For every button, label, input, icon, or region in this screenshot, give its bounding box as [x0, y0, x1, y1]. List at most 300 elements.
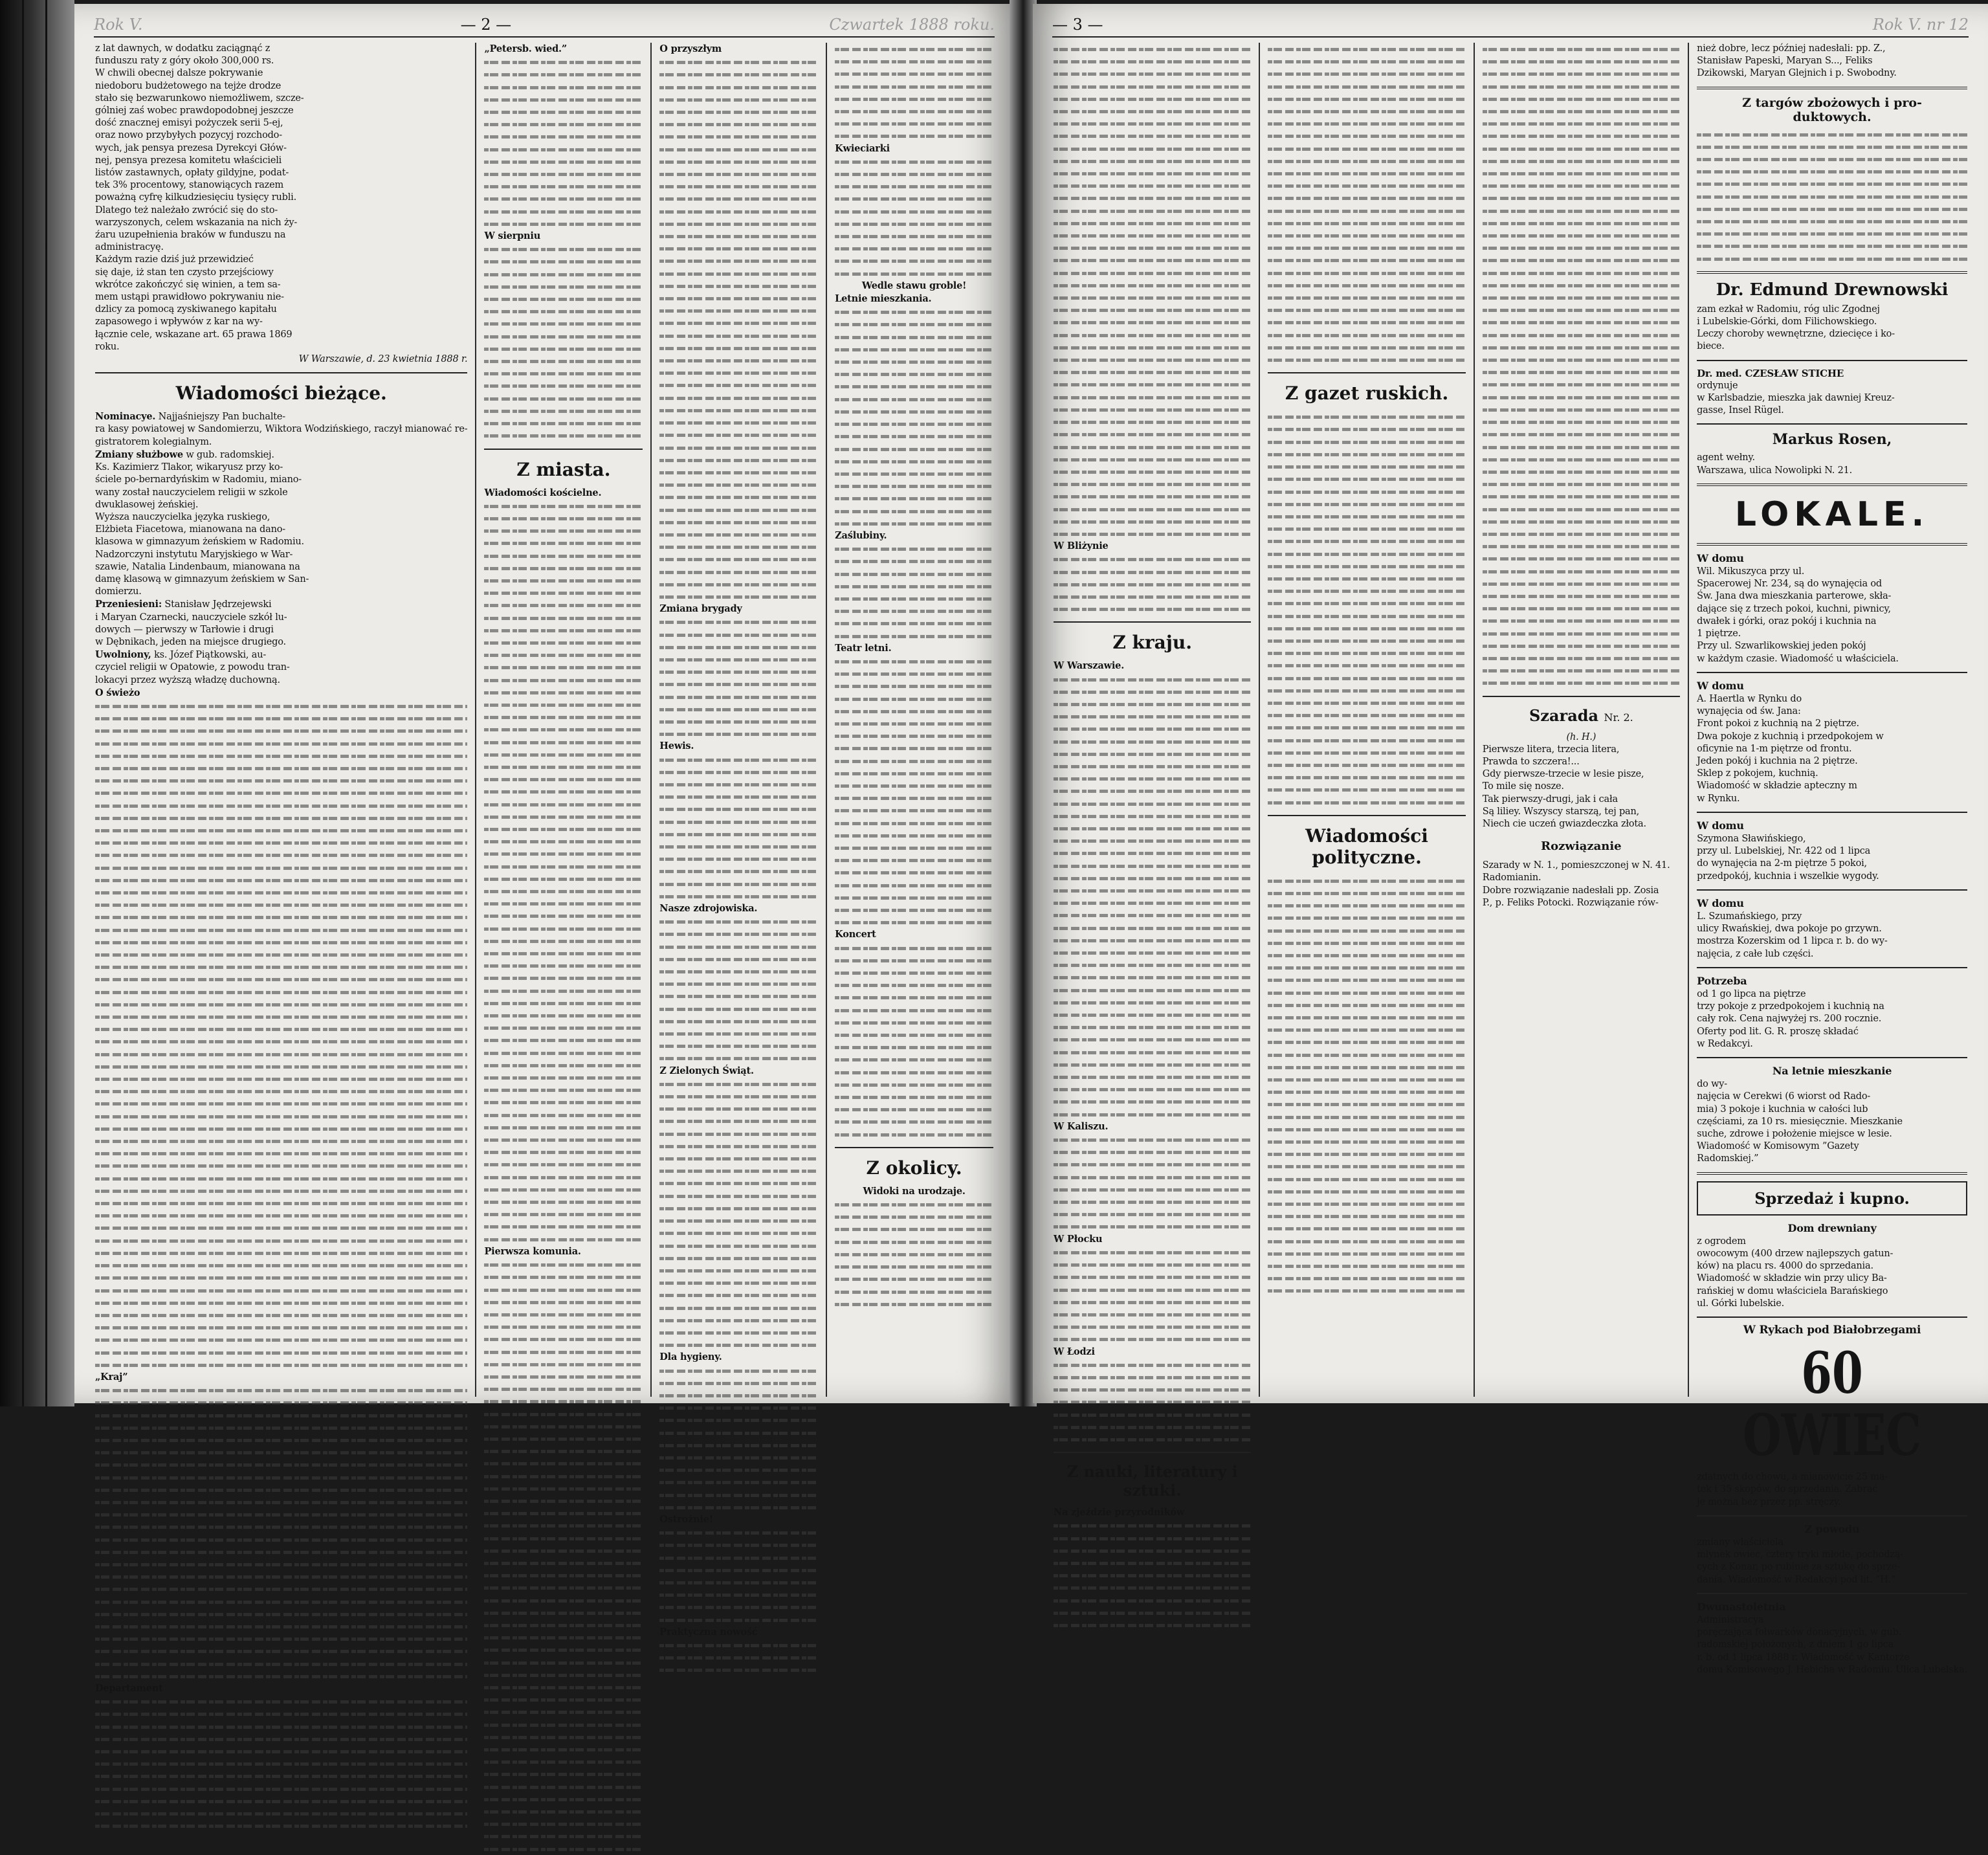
text-line [659, 1264, 818, 1276]
text-line [484, 1793, 643, 1805]
text-line [95, 1023, 467, 1035]
text-line [1483, 590, 1680, 602]
text-line [1054, 453, 1251, 465]
text-line [1054, 590, 1251, 603]
paragraph-text: Oferty pod lit. G. R. proszę składać [1697, 1026, 1859, 1037]
text-line [1268, 535, 1465, 547]
text-line [1268, 1260, 1465, 1272]
text-line [1268, 937, 1465, 949]
binding-edge [22, 0, 24, 1406]
text-line [95, 1795, 467, 1807]
text-line [1268, 1011, 1465, 1023]
illegible-text-block [1054, 1359, 1251, 1445]
text-line [1054, 934, 1251, 946]
text-line [1268, 1148, 1465, 1160]
text-line [484, 293, 643, 305]
text-line [659, 428, 818, 441]
text-line [1054, 1195, 1251, 1208]
text-line [95, 1321, 467, 1333]
text-line [484, 379, 643, 392]
text-line [1268, 999, 1465, 1011]
text-line [659, 81, 818, 93]
text-line [835, 168, 993, 180]
paragraph-lead: „Kraj” [95, 1371, 128, 1383]
paragraph-text: gistratorem kolegialnym. [95, 436, 212, 447]
text-line [1054, 117, 1251, 129]
text-line [1268, 1173, 1465, 1185]
illegible-text-block [484, 1631, 643, 1855]
text-line [1054, 441, 1251, 453]
text-line [1268, 709, 1465, 721]
text-line [95, 1409, 467, 1421]
text-line [835, 891, 993, 904]
text-line [484, 1432, 643, 1445]
text-line [659, 1401, 818, 1414]
text-line [95, 1670, 467, 1682]
paragraph-text: stało się bezwarunkowo niemożliwem, szcze- [95, 93, 304, 104]
text-line [835, 1210, 993, 1223]
text-line [1054, 872, 1251, 884]
paragraph-text: zmiany właściciela [1697, 1537, 1784, 1548]
text-line [484, 1420, 643, 1432]
text-line [1268, 659, 1465, 671]
text-line [1054, 1383, 1251, 1395]
paragraph-lead: „Petersb. wied.” [484, 43, 568, 54]
left-page [74, 4, 1014, 1694]
text-line [1697, 227, 1967, 239]
text-line [835, 355, 993, 368]
text-line [835, 117, 993, 129]
text-line [659, 703, 818, 715]
text-line [484, 1507, 643, 1519]
text-line [1054, 710, 1251, 722]
illegible-text-block [1483, 43, 1680, 689]
text-line [484, 1109, 643, 1121]
text-line [835, 1004, 993, 1016]
text-line [1054, 403, 1251, 416]
text-line [659, 1463, 818, 1476]
szarada-author: (h. H.) [1566, 731, 1596, 742]
text-line [659, 342, 818, 354]
text-line [659, 1639, 818, 1651]
text-line [484, 835, 643, 847]
text-line [1054, 1108, 1251, 1120]
text-line [659, 192, 818, 205]
text-line [1054, 922, 1251, 934]
text-line [835, 455, 993, 467]
text-line [659, 1102, 818, 1115]
text-line [659, 1326, 818, 1338]
text-line [1483, 142, 1680, 155]
text-line [835, 667, 993, 680]
text-line [484, 1059, 643, 1071]
text-line [1054, 1146, 1251, 1158]
paragraph-text: A. Haertla w Rynku do [1697, 693, 1802, 704]
paragraph-text: wany został nauczycielem religii w szkole [95, 487, 288, 498]
text-line [1268, 796, 1465, 808]
text-line [835, 267, 993, 280]
listing-lead: W domu [1697, 679, 1744, 692]
text-line [835, 1236, 993, 1248]
text-line [1268, 179, 1465, 192]
text-line [484, 1569, 643, 1581]
text-line [95, 824, 467, 836]
text-line [1268, 1210, 1465, 1222]
text-line [1483, 217, 1680, 229]
paragraph-lead: Nasze zdrojowiska. [659, 903, 758, 915]
paragraph-lead: Wedle stawu groble! [861, 280, 967, 291]
text-line [484, 872, 643, 885]
text-line [484, 68, 643, 80]
paragraph-text: dania. Wiadomość w Redakcyi pod lit. ”H.” [1697, 1574, 1896, 1585]
text-line [1268, 887, 1465, 899]
text-line [835, 467, 993, 480]
text-line [1268, 410, 1465, 423]
text-line [659, 928, 818, 940]
paragraph-text: Św. Jana dwa mieszkania parterowe, skła- [1697, 591, 1892, 602]
text-line [659, 217, 818, 230]
text-line [659, 168, 818, 180]
text-line [1268, 254, 1465, 266]
text-line [1054, 673, 1251, 685]
text-line [659, 616, 818, 628]
text-line [1268, 472, 1465, 485]
text-line [95, 1159, 467, 1172]
text-line [1054, 378, 1251, 390]
text-line [1483, 67, 1680, 80]
column-6 [1260, 43, 1474, 1397]
text-line [1054, 984, 1251, 996]
text-line [1054, 528, 1251, 540]
text-line [835, 254, 993, 267]
text-line [484, 1843, 643, 1855]
paragraph-text: suche, zdrowe i położenie miejsce w lesie. [1697, 1129, 1892, 1139]
text-line [1268, 924, 1465, 937]
text-line [835, 592, 993, 605]
column-3 [652, 43, 827, 1638]
text-line [1483, 503, 1680, 515]
illegible-text-block [1697, 128, 1967, 265]
text-line [1483, 43, 1680, 55]
text-line [659, 852, 818, 865]
text-line [659, 1015, 818, 1027]
paragraph-text: trzy pokoje z przedpokojem i kuchnią na [1697, 1001, 1884, 1012]
listing-lead: W domu [1697, 551, 1744, 564]
text-line [835, 318, 993, 330]
text-line [484, 599, 643, 611]
text-line [659, 590, 818, 603]
text-line [1054, 566, 1251, 578]
text-line [659, 1190, 818, 1202]
text-line [95, 1060, 467, 1072]
paragraph-text: Stanisław Papeski, Maryan S..., Feliks [1697, 56, 1873, 67]
text-line [1054, 971, 1251, 983]
text-line [659, 441, 818, 454]
text-line [835, 1198, 993, 1210]
paragraph-text: przedpokój, kuchnia i wszelkie wygody. [1697, 871, 1879, 882]
text-line [1483, 304, 1680, 316]
text-line [1483, 192, 1680, 204]
text-line [484, 342, 643, 355]
illegible-text-block [1054, 391, 1251, 540]
text-line [1054, 1371, 1251, 1383]
text-line [659, 915, 818, 928]
text-line [1054, 366, 1251, 378]
section-title: duktowych. [1793, 109, 1872, 124]
text-line [659, 404, 818, 416]
text-line [1268, 436, 1465, 448]
text-line [95, 1172, 467, 1184]
paragraph-text: do wy- [1697, 1079, 1728, 1090]
text-line [1054, 1283, 1251, 1296]
text-line [484, 1705, 643, 1718]
text-line [484, 1121, 643, 1133]
paragraph-lead: Widoki na urodzaje. [863, 1185, 966, 1197]
text-line [1054, 1183, 1251, 1195]
text-line [1483, 428, 1680, 440]
text-line [659, 678, 818, 690]
text-line [835, 705, 993, 717]
text-line [95, 998, 467, 1010]
text-line [659, 180, 818, 192]
text-line [1054, 1433, 1251, 1445]
text-line [1054, 129, 1251, 142]
paragraph-text: Front pokoi z kuchnią na 2 piętrze. [1697, 718, 1859, 729]
text-line [1483, 167, 1680, 179]
text-line [1054, 578, 1251, 590]
text-line [1054, 279, 1251, 291]
text-line [1268, 291, 1465, 304]
text-line [835, 693, 993, 705]
paragraph-text: szawie, Natalia Lindenbaum, mianowana na [95, 561, 300, 572]
text-line [484, 761, 643, 773]
text-line [1054, 329, 1251, 341]
text-line [95, 1770, 467, 1782]
paragraph-text: się daje, iż stan ten czysto przejściowy [95, 267, 274, 278]
text-line [659, 1078, 818, 1090]
text-line [835, 1066, 993, 1078]
text-line [659, 1564, 818, 1576]
paragraph-lead: W Płocku [1054, 1233, 1103, 1245]
text-line [659, 478, 818, 491]
paragraph-text: Szarady w N. 1., pomieszczonej w N. 41. [1482, 860, 1670, 871]
text-line [1268, 460, 1465, 472]
paragraph-text: biece. [1697, 341, 1725, 352]
header-right: Rok V. nr 12 [1872, 16, 1969, 34]
text-line [1483, 329, 1680, 341]
text-line [1483, 93, 1680, 105]
text-line [659, 766, 818, 778]
paragraph-text: Wiadomość w składzie win przy ulicy Ba- [1697, 1273, 1887, 1284]
paragraph-lead: W Kaliszu. [1054, 1120, 1109, 1132]
paragraph-text: r. b. od 1 lipca 1888 r. Wiadomość w Kantorze [1697, 1652, 1910, 1663]
paragraph-text: wkrótce zakończyć się winien, a tem sa- [95, 279, 281, 290]
text-line [1054, 896, 1251, 909]
text-line [484, 1183, 643, 1195]
text-line [484, 429, 643, 441]
text-line [659, 242, 818, 254]
text-line [95, 1733, 467, 1745]
text-line [484, 798, 643, 810]
paragraph-lead: Przeniesieni: [95, 599, 162, 610]
text-line [659, 953, 818, 965]
text-line [1483, 291, 1680, 304]
text-line [835, 1223, 993, 1235]
text-line [659, 803, 818, 815]
running-header [1052, 13, 1969, 38]
text-line [659, 540, 818, 553]
text-line [484, 1656, 643, 1669]
text-line [659, 1164, 818, 1177]
paragraph-text: oraz nowo przybyłych pozycyj rozchodo- [95, 130, 282, 141]
column-1 [87, 43, 476, 1694]
text-line [484, 1494, 643, 1507]
text-line [95, 1496, 467, 1508]
text-line [835, 542, 993, 555]
text-line [659, 304, 818, 317]
paragraph-text: ściele po-bernardyńskim w Radomiu, miano- [95, 474, 302, 485]
illegible-text-block [659, 56, 818, 603]
text-line [484, 280, 643, 293]
paragraph-lead: W Warszawie. [1054, 660, 1125, 672]
text-line [1054, 465, 1251, 478]
text-line [659, 1227, 818, 1239]
text-line [659, 56, 818, 68]
text-line [484, 1408, 643, 1420]
paragraph-text: w Rynku. [1697, 793, 1740, 804]
text-line [659, 578, 818, 590]
text-line [835, 517, 993, 529]
text-line [95, 1533, 467, 1546]
paragraph-text: Wiadomość w składzie apteczny m [1697, 781, 1857, 792]
text-line [835, 93, 993, 105]
paragraph-text: mem ustąpi prawidłowo pokrywaniu nie- [95, 292, 284, 303]
text-line [95, 898, 467, 911]
text-line [484, 118, 643, 130]
text-line [1268, 622, 1465, 634]
text-line [1054, 959, 1251, 971]
paragraph-text: Pierwsze litera, trzecia litera, [1482, 744, 1620, 755]
text-line [1268, 610, 1465, 622]
text-line [484, 130, 643, 142]
text-line [1268, 217, 1465, 229]
text-line [1054, 797, 1251, 810]
paragraph-text: łącznie cele, wskazane art. 65 prawa 1869 [95, 329, 293, 340]
paragraph-text: ul. Górki lubelskie. [1697, 1298, 1785, 1309]
paragraph-text: Wil. Mikuszyca przy ul. [1697, 566, 1805, 577]
text-line [835, 942, 993, 954]
text-line [835, 492, 993, 504]
text-line [95, 737, 467, 750]
text-line [1268, 423, 1465, 435]
listing-lead: Dom drewniany [1787, 1221, 1877, 1234]
paragraph-text: nej, pensya prezesa komitetu właścicieli [95, 155, 282, 166]
paragraph-text: mostrza Kozerskim od 1 lipca r. b. do wy- [1697, 936, 1888, 947]
text-line [659, 865, 818, 877]
text-line [835, 854, 993, 866]
text-line [1268, 105, 1465, 117]
text-line [835, 343, 993, 355]
text-line [659, 93, 818, 106]
illegible-text-block [835, 1198, 993, 1310]
paragraph-text: Są liliey. Wszyscy starszą, tej pan, [1482, 806, 1640, 817]
text-line [95, 1296, 467, 1309]
text-line [835, 817, 993, 829]
text-line [1697, 153, 1967, 165]
text-line [484, 1296, 643, 1308]
text-line [1483, 80, 1680, 93]
paragraph-text: radomskiej położonych, z dniem 1 go lipca [1697, 1639, 1894, 1650]
text-line [1054, 784, 1251, 797]
text-line [659, 1177, 818, 1189]
text-line [484, 1817, 643, 1830]
text-line [484, 1220, 643, 1232]
text-line [95, 786, 467, 799]
text-line [835, 67, 993, 80]
text-line [659, 1439, 818, 1451]
text-line [484, 317, 643, 329]
paragraph-lead: Ostrożnie! [659, 1513, 713, 1525]
text-line [484, 997, 643, 1009]
text-line [1054, 722, 1251, 735]
paragraph-lead: W sierpniu [484, 230, 541, 242]
section-title: Z nauki, literatury i sztuki. [1066, 1462, 1238, 1500]
text-line [1054, 304, 1251, 316]
paragraph-text: w Karlsbadzie, mieszka jak dawniej Kreuz- [1697, 393, 1895, 404]
text-line [95, 1645, 467, 1657]
text-line [659, 292, 818, 304]
text-line [95, 924, 467, 936]
paragraph-lead: Teatr letni. [835, 642, 892, 654]
text-line [1268, 205, 1465, 217]
text-line [484, 1195, 643, 1208]
text-line [1483, 552, 1680, 564]
text-line [1483, 627, 1680, 639]
paragraph-text: Radomianin. [1482, 872, 1541, 883]
text-line [95, 1359, 467, 1371]
text-line [484, 1333, 643, 1345]
paragraph-text: niedoboru budżetowego na tejże drodze [95, 80, 282, 91]
text-line [1268, 1061, 1465, 1073]
advertiser-name: Dr. Edmund Drewnowski [1716, 280, 1949, 300]
illegible-text-block [1268, 874, 1465, 1297]
text-line [484, 205, 643, 217]
text-line [95, 1745, 467, 1757]
text-line [659, 504, 818, 516]
paragraph-text: dowych — pierwszy w Tarłowie i drugi [95, 624, 274, 635]
paragraph-lead: Letnie mieszkania. [835, 293, 932, 305]
text-line [484, 1158, 643, 1170]
text-line [1268, 129, 1465, 142]
paragraph-text: L. Szumańskiego, przy [1697, 911, 1802, 922]
text-line [659, 1414, 818, 1426]
section-title: Z gazet ruskich. [1285, 383, 1449, 405]
text-line [484, 268, 643, 280]
text-line [1483, 639, 1680, 652]
text-line [95, 836, 467, 849]
text-line [1268, 304, 1465, 316]
text-line [659, 392, 818, 404]
column-2 [476, 43, 652, 1397]
paragraph-text: Przy ul. Szwarlikowskiej jeden pokój [1697, 641, 1866, 652]
text-line [484, 698, 643, 711]
text-line [95, 1707, 467, 1720]
text-line [1054, 1395, 1251, 1408]
text-line [1268, 353, 1465, 366]
paragraph-text: mia) 3 pokoje i kuchnia w całości lub [1697, 1104, 1868, 1115]
text-line [659, 1489, 818, 1501]
advertiser-name: Dr. med. CZESŁAW STICHE [1697, 367, 1844, 379]
